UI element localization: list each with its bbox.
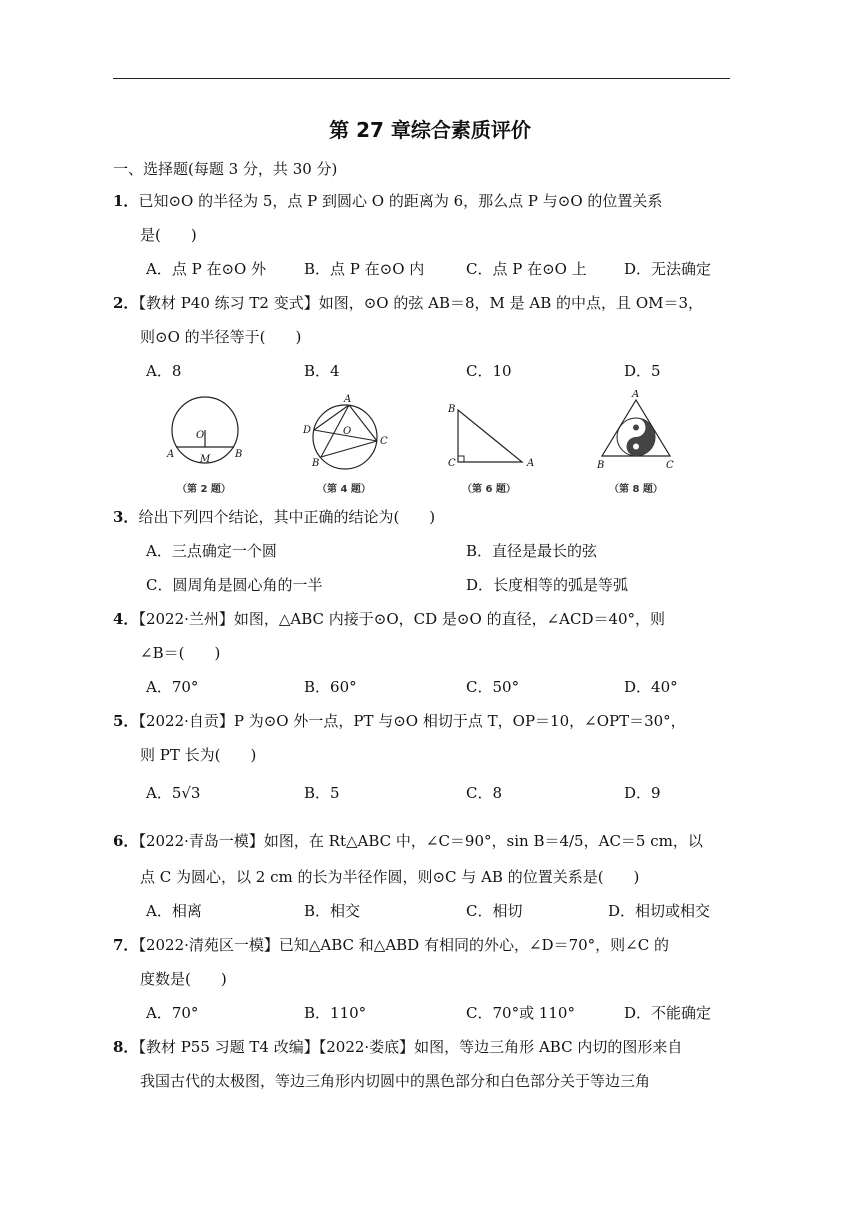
figure-q6: [447, 404, 534, 495]
q7-option-b: B．110°: [304, 1004, 367, 1022]
q3-option-a: A．三点确定一个圆: [146, 542, 277, 560]
q1-option-a: A．点 P 在⊙O 外: [146, 260, 267, 278]
question-2-line-1: 2．【教材 P40 练习 T2 变式】如图，⊙O 的弦 AB＝8，M 是 AB 的中点，且 OM＝3，: [113, 294, 704, 312]
figures-row: [0, 390, 860, 500]
question-1-line-2: 是( ): [140, 226, 197, 244]
figure-q4: [302, 394, 388, 495]
question-4-line-1: 4．【2022·兰州】如图，△ABC 内接于⊙O，CD 是⊙O 的直径，∠ACD＝40°，则: [113, 610, 666, 628]
fig6-label-b: B: [448, 404, 456, 415]
q1-option-c: C．点 P 在⊙O 上: [466, 260, 587, 278]
figure-q2: [166, 397, 242, 495]
q5-option-a: A．5√3: [146, 784, 201, 802]
question-8-line-1: 8．【教材 P55 习题 T4 改编】【2022·娄底】如图，等边三角形 ABC 内切的图形来自: [113, 1038, 683, 1056]
q4-option-a: A．70°: [146, 678, 199, 696]
q5-option-c: C．8: [466, 784, 503, 802]
fig4-label-o: O: [343, 426, 352, 437]
q2-option-b: B．4: [304, 362, 340, 380]
q2-option-c: C．10: [466, 362, 512, 380]
fig8-label-c: C: [666, 460, 674, 471]
q4-option-d: D．40°: [624, 678, 678, 696]
question-5-line-2: 则 PT 长为( ): [140, 746, 257, 764]
fig2-caption: （第 2 题）: [177, 484, 231, 495]
fig4-label-a: A: [344, 394, 352, 405]
q3-option-c: C．圆周角是圆心角的一半: [146, 576, 323, 594]
q3-option-b: B．直径是最长的弦: [466, 542, 598, 560]
question-5-line-1: 5．【2022·自贡】P 为⊙O 外一点，PT 与⊙O 相切于点 T，OP＝10，∠OPT＝30°，: [113, 712, 686, 730]
q7-option-d: D．不能确定: [624, 1004, 712, 1022]
fig4-label-c: C: [380, 436, 388, 447]
question-8-line-2: 我国古代的太极图，等边三角形内切圆中的黑色部分和白色部分关于等边三角: [140, 1072, 651, 1090]
taiji-symbol: [617, 418, 655, 456]
fig6-caption: （第 6 题）: [462, 484, 516, 495]
fig2-label-m: M: [200, 454, 211, 465]
fig8-label-a: A: [632, 390, 640, 400]
q5-option-b: B．5: [304, 784, 340, 802]
header-rule: [113, 78, 730, 79]
question-3-line-1: 3．给出下列四个结论，其中正确的结论为( ): [113, 508, 436, 526]
figure-q8: [596, 390, 674, 495]
q2-option-a: A．8: [146, 362, 182, 380]
fig2-label-b: B: [235, 449, 243, 460]
page-title: 第 27 章综合素质评价: [329, 118, 531, 142]
question-7-line-2: 度数是( ): [140, 970, 227, 988]
fig4-caption: （第 4 题）: [317, 484, 371, 495]
question-1-line-1: 1．已知⊙O 的半径为 5，点 P 到圆心 O 的距离为 6，那么点 P 与⊙O 的位置关系: [113, 192, 663, 210]
q5-option-d: D．9: [624, 784, 661, 802]
question-4-line-2: ∠B＝( ): [140, 644, 221, 662]
fig2-label-o: O: [196, 430, 205, 441]
q6-option-b: B．相交: [304, 902, 361, 920]
q1-option-b: B．点 P 在⊙O 内: [304, 260, 425, 278]
fig6-label-c: C: [448, 458, 456, 469]
question-6-line-1: 6．【2022·青岛一模】如图，在 Rt△ABC 中，∠C＝90°，sin B＝4/5，AC＝5 cm，以: [113, 832, 703, 850]
q6-option-a: A．相离: [146, 902, 202, 920]
fig2-label-a: A: [167, 449, 175, 460]
fig8-caption: （第 8 题）: [609, 484, 663, 495]
question-7-line-1: 7．【2022·清苑区一模】已知△ABC 和△ABD 有相同的外心，∠D＝70°，则∠C 的: [113, 936, 669, 954]
q4-option-c: C．50°: [466, 678, 520, 696]
q4-option-b: B．60°: [304, 678, 357, 696]
q2-option-d: D．5: [624, 362, 661, 380]
question-2-line-2: 则⊙O 的半径等于( ): [140, 328, 302, 346]
q3-option-d: D．长度相等的弧是等弧: [466, 576, 629, 594]
section-header: 一、选择题(每题 3 分，共 30 分): [113, 160, 338, 178]
q6-option-c: C．相切: [466, 902, 523, 920]
fig4-label-d: D: [303, 425, 312, 436]
q7-option-c: C．70°或 110°: [466, 1004, 575, 1022]
q1-option-d: D．无法确定: [624, 260, 712, 278]
fig8-label-b: B: [597, 460, 605, 471]
q6-option-d: D．相切或相交: [608, 902, 711, 920]
question-6-line-2: 点 C 为圆心，以 2 cm 的长为半径作圆，则⊙C 与 AB 的位置关系是( ): [140, 868, 640, 886]
fig6-label-a: A: [527, 458, 535, 469]
q7-option-a: A．70°: [146, 1004, 199, 1022]
fig4-label-b: B: [312, 458, 320, 469]
